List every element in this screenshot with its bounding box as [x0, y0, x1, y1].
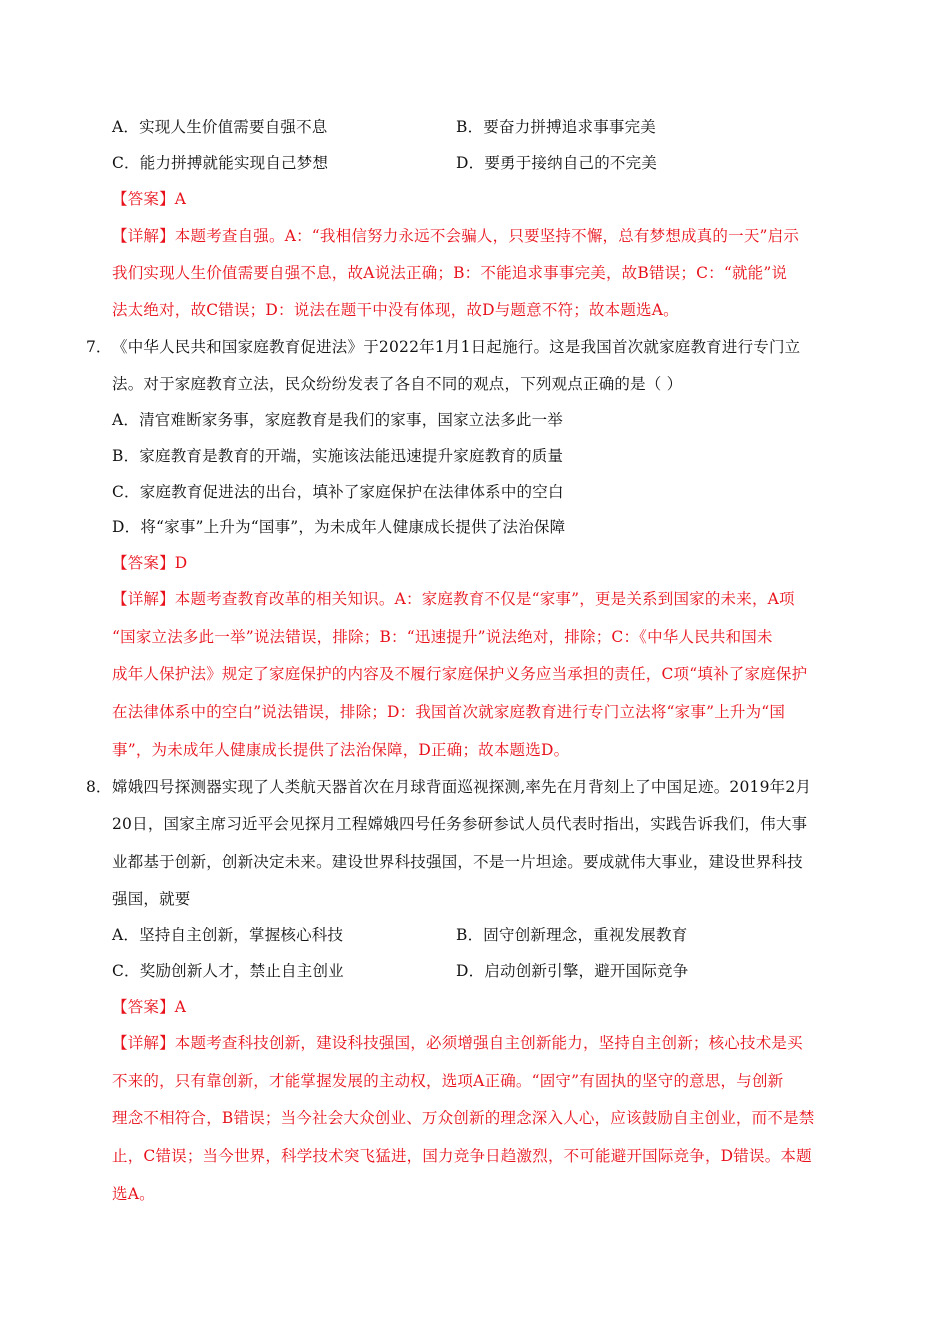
q6-explanation-line: 法太绝对，故C错误；D：说法在题干中没有体现，故D与题意不符；故本题选A。	[112, 301, 679, 319]
q8-explanation-line: 止，C错误；当今世界，科学技术突飞猛进，国力竞争日趋激烈，不可能避开国际竞争，D错误。本题	[112, 1147, 812, 1165]
q8-stem-line: 业都基于创新，创新决定未来。建设世界科技强国，不是一片坦途。要成就伟大事业，建设世界科技	[112, 853, 803, 871]
q6-option-c: C．能力拼搏就能实现自己梦想	[112, 154, 329, 172]
q6-option-b: B．要奋力拼搏追求事事完美	[456, 118, 656, 136]
q7-explanation-line: 成年人保护法》规定了家庭保护的内容及不履行家庭保护义务应当承担的责任，C项“填补了家庭保护	[112, 665, 808, 683]
q8-option-d: D．启动创新引擎，避开国际竞争	[456, 962, 689, 980]
q8-stem-line: 20日，国家主席习近平会见探月工程嫦娥四号任务参研参试人员代表时指出，实践告诉我们，伟大事	[112, 815, 808, 833]
q8-stem-line: 强国，就要	[112, 890, 191, 908]
q8-answer: 【答案】A	[112, 998, 187, 1016]
q8-explanation-line: 不来的，只有靠创新，才能掌握发展的主动权，选项A正确。“固守”有固执的坚守的意思，与创新	[112, 1072, 784, 1090]
q7-stem-line: 法。对于家庭教育立法，民众纷纷发表了各自不同的观点，下列观点正确的是（ ）	[112, 375, 683, 393]
q8-option-c: C．奖励创新人才，禁止自主创业	[112, 962, 344, 980]
q7-option-b: B．家庭教育是教育的开端，实施该法能迅速提升家庭教育的质量	[112, 447, 564, 465]
q7-explanation-line: 在法律体系中的空白”说法错误，排除；D：我国首次就家庭教育进行专门立法将“家事”上升为“国	[112, 703, 786, 721]
q7-explanation-line: 【详解】本题考查教育改革的相关知识。A：家庭教育不仅是“家事”，更是关系到国家的未来，A项	[112, 590, 795, 608]
q7-option-a: A．清官难断家务事，家庭教育是我们的家事，国家立法多此一举	[112, 411, 563, 429]
q8-option-b: B．固守创新理念，重视发展教育	[456, 926, 688, 944]
q6-explanation-line: 【详解】本题考查自强。A：“我相信努力永远不会骗人，只要坚持不懈，总有梦想成真的一天”启示	[112, 227, 800, 245]
q8-explanation-line: 【详解】本题考查科技创新，建设科技强国，必须增强自主创新能力，坚持自主创新；核心技术是买	[112, 1034, 803, 1052]
q8-stem-line: 嫦娥四号探测器实现了人类航天器首次在月球背面巡视探测,率先在月背刻上了中国足迹。2019年2月	[112, 778, 812, 796]
q8-explanation-line: 选A。	[112, 1185, 155, 1203]
q7-option-d: D．将“家事”上升为“国事”，为未成年人健康成长提供了法治保障	[112, 518, 566, 536]
q6-option-d: D．要勇于接纳自己的不完美	[456, 154, 658, 172]
q6-explanation-line: 我们实现人生价值需要自强不息，故A说法正确；B：不能追求事事完美，故B错误；C：“就能”说	[112, 264, 788, 282]
q6-answer: 【答案】A	[112, 190, 187, 208]
q7-stem-line: 《中华人民共和国家庭教育促进法》于2022年1月1日起施行。这是我国首次就家庭教育进行专门立	[112, 338, 801, 356]
q7-option-c: C．家庭教育促进法的出台，填补了家庭保护在法律体系中的空白	[112, 483, 564, 501]
q7-explanation-line: 事”，为未成年人健康成长提供了法治保障，D正确；故本题选D。	[112, 741, 570, 759]
q7-answer: 【答案】D	[112, 554, 188, 572]
q7-explanation-line: “国家立法多此一举”说法错误，排除；B：“迅速提升”说法绝对，排除；C：《中华人民共和国未	[112, 628, 773, 646]
q8-number: 8．	[86, 778, 112, 796]
q7-number: 7．	[86, 338, 112, 356]
q8-option-a: A．坚持自主创新，掌握核心科技	[112, 926, 344, 944]
q6-option-a: A．实现人生价值需要自强不息	[112, 118, 328, 136]
q8-explanation-line: 理念不相符合，B错误；当今社会大众创业、万众创新的理念深入人心，应该鼓励自主创业，而不是禁	[112, 1109, 815, 1127]
